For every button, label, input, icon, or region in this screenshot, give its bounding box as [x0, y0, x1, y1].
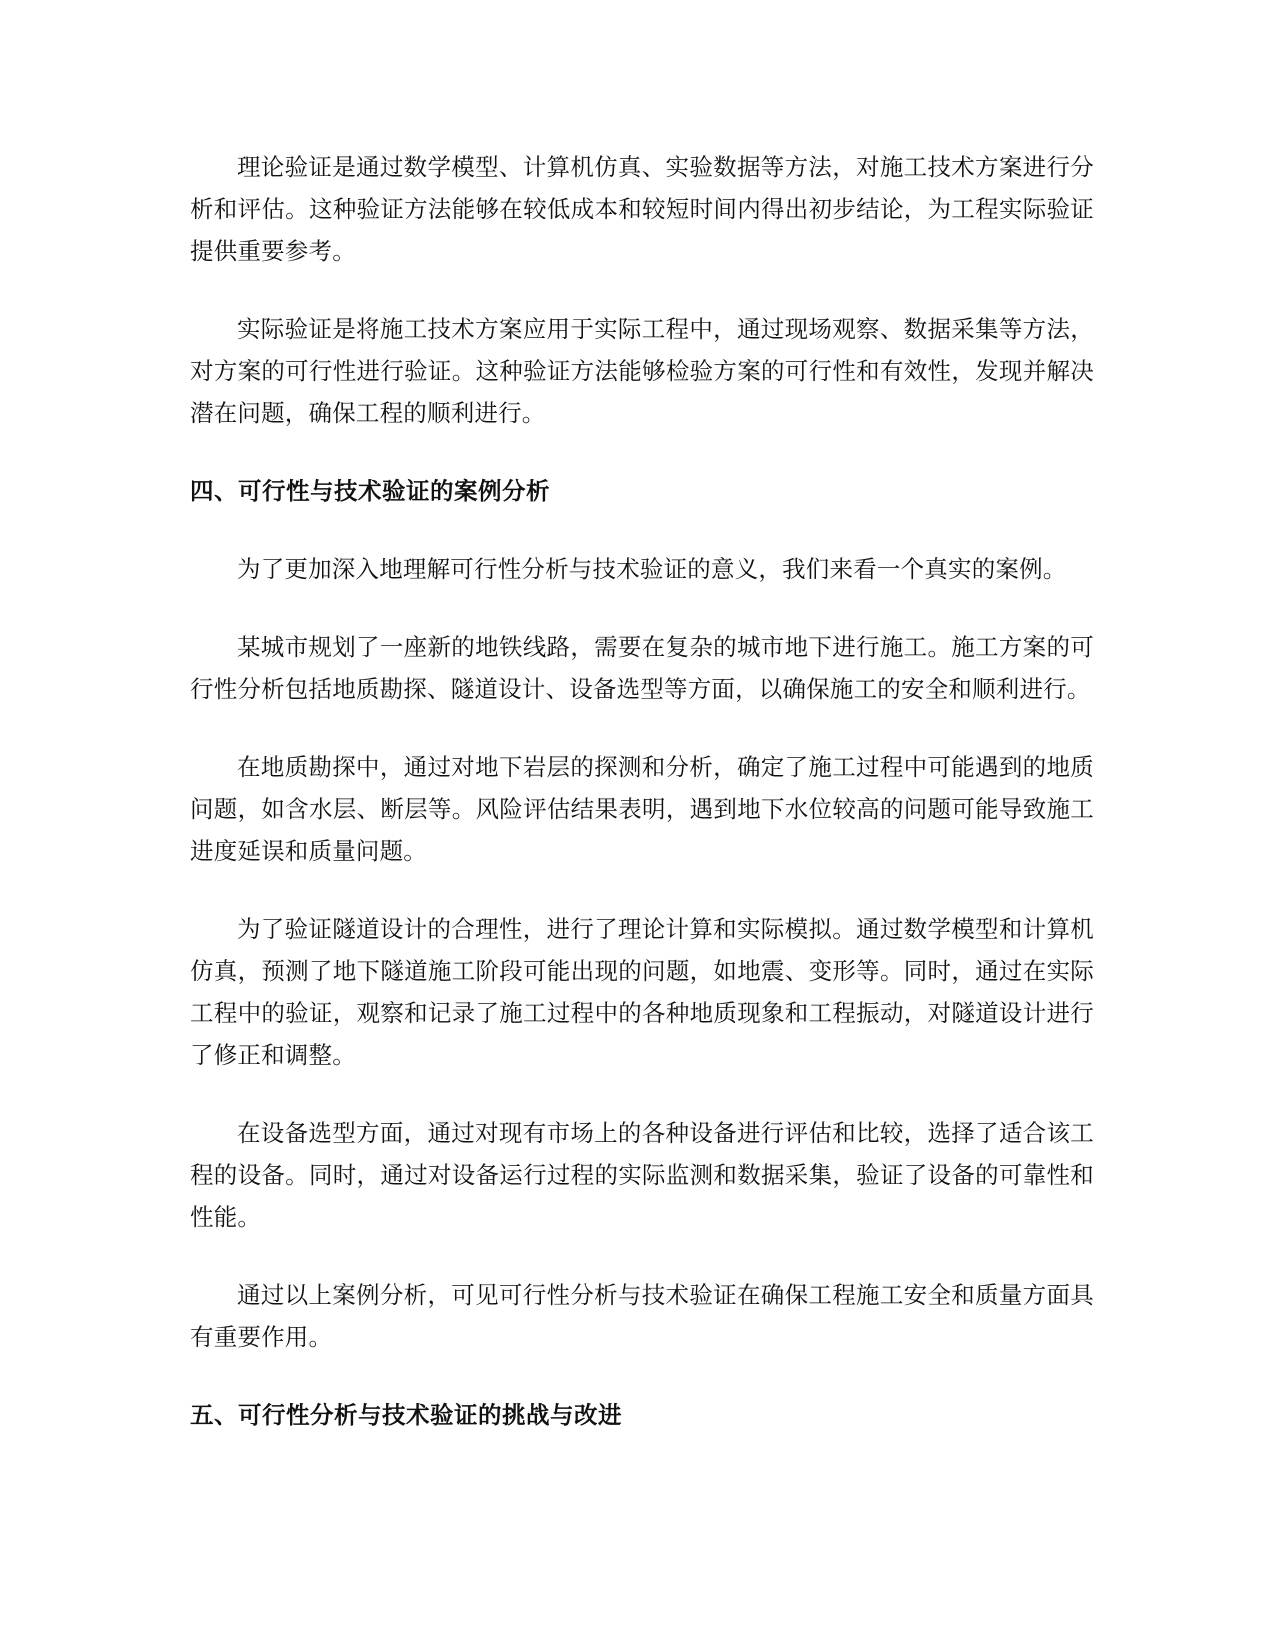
section-heading-challenges: 五、可行性分析与技术验证的挑战与改进	[190, 1401, 622, 1429]
paragraph-equipment-selection: 在设备选型方面，通过对现有市场上的各种设备进行评估和比较，选择了适合该工程的设备。同时，通过对设备运行过程的实际监测和数据采集，验证了设备的可靠性和性能。	[190, 1119, 1094, 1231]
paragraph-tunnel-design: 为了验证隧道设计的合理性，进行了理论计算和实际模拟。通过数学模型和计算机仿真，预测了地下隧道施工阶段可能出现的问题，如地震、变形等。同时，通过在实际工程中的验证，观察和记录了施工过程中的各种地质现象和工程振动，对隧道设计进行了修正和调整。	[190, 915, 1094, 1069]
paragraph-practical-verification: 实际验证是将施工技术方案应用于实际工程中，通过现场观察、数据采集等方法，对方案的可行性进行验证。这种验证方法能够检验方案的可行性和有效性，发现并解决潜在问题，确保工程的顺利进行。	[190, 315, 1094, 427]
section-heading-case-analysis: 四、可行性与技术验证的案例分析	[190, 477, 550, 505]
paragraph-geological-survey: 在地质勘探中，通过对地下岩层的探测和分析，确定了施工过程中可能遇到的地质问题，如含水层、断层等。风险评估结果表明，遇到地下水位较高的问题可能导致施工进度延误和质量问题。	[190, 753, 1094, 865]
paragraph-theoretical-verification: 理论验证是通过数学模型、计算机仿真、实验数据等方法，对施工技术方案进行分析和评估。这种验证方法能够在较低成本和较短时间内得出初步结论，为工程实际验证提供重要参考。	[190, 153, 1094, 265]
paragraph-subway-project: 某城市规划了一座新的地铁线路，需要在复杂的城市地下进行施工。施工方案的可行性分析包括地质勘探、隧道设计、设备选型等方面，以确保施工的安全和顺利进行。	[190, 633, 1094, 703]
paragraph-case-intro: 为了更加深入地理解可行性分析与技术验证的意义，我们来看一个真实的案例。	[237, 555, 1067, 583]
paragraph-case-conclusion: 通过以上案例分析，可见可行性分析与技术验证在确保工程施工安全和质量方面具有重要作用。	[190, 1281, 1094, 1351]
document-body	[190, 146, 1094, 1472]
